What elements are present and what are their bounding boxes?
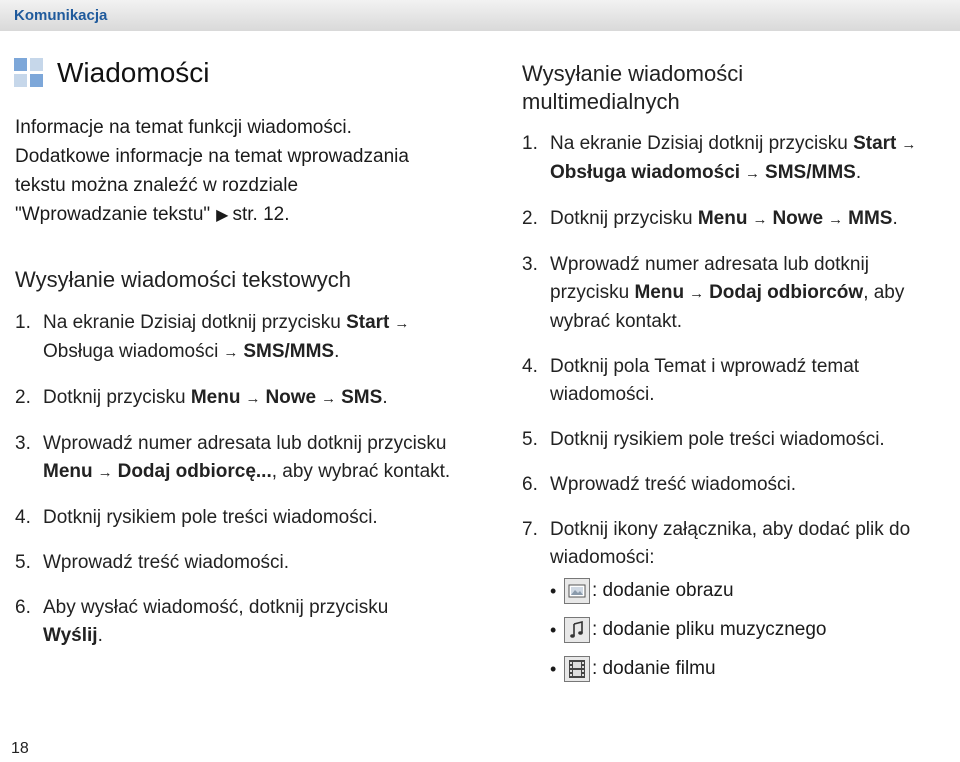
left-heading: Wysyłanie wiadomości tekstowych <box>15 267 352 292</box>
arrow-icon: → <box>97 464 113 481</box>
arrow-icon: → <box>394 315 410 332</box>
title-squares-icon <box>14 58 43 87</box>
intro-line: Informacje na temat funkcji wiadomości. <box>15 117 352 138</box>
list-item: • : dodanie pliku muzycznego <box>550 615 950 654</box>
left-steps <box>15 309 455 650</box>
list-item: 7. Dotknij ikony załącznika, aby dodać plik do wiadomości: <box>522 519 911 568</box>
bullet: • <box>550 659 557 679</box>
arrow-icon: → <box>223 344 239 361</box>
right-heading: Wysyłanie wiadomości multimedialnych <box>522 61 744 114</box>
page-number: 18 <box>11 740 29 757</box>
arrow-icon: → <box>828 211 844 228</box>
arrow-icon: → <box>901 136 917 153</box>
list-item: 2. Dotknij przycisku Menu → Nowe → SMS. <box>15 384 455 413</box>
list-item: • : dodanie obrazu <box>550 576 950 615</box>
list-item: • : dodanie filmu <box>550 654 950 693</box>
page-title: Wiadomości <box>57 57 210 88</box>
intro-line: "Wprowadzanie tekstu" ▶ str. 12. <box>15 204 290 225</box>
intro-line: tekstu można znaleźć w rozdziale <box>15 175 299 196</box>
list-item: 1. Na ekranie Dzisiaj dotknij przycisku Start → Obsługa wiadomości → SMS/MMS. <box>522 130 952 188</box>
film-icon[interactable] <box>564 656 590 682</box>
music-icon[interactable] <box>564 617 590 643</box>
arrow-icon: → <box>752 211 768 228</box>
arrow-icon: → <box>245 390 261 407</box>
list-item: 2. Dotknij przycisku Menu → Nowe → MMS. <box>522 205 952 234</box>
list-item: 1. Na ekranie Dzisiaj dotknij przycisku Start → Obsługa wiadomości → SMS/MMS. <box>15 309 455 367</box>
image-icon[interactable] <box>564 578 590 604</box>
list-item: 5. Wprowadź treść wiadomości. <box>15 552 290 573</box>
intro-paragraph <box>15 113 475 230</box>
list-item: 6. Wprowadź treść wiadomości. <box>522 474 797 495</box>
section-header-bar <box>0 0 960 31</box>
list-item: 3. Wprowadź numer adresata lub dotknij przycisku Menu → Dodaj odbiorców, aby wybrać kontakt. <box>522 254 905 332</box>
list-item: 6. Aby wysłać wiadomość, dotknij przycisku Wyślij. <box>15 597 389 646</box>
arrow-icon: → <box>321 390 337 407</box>
bullet: • <box>550 581 557 601</box>
right-steps <box>522 130 952 572</box>
arrow-icon: → <box>689 285 705 302</box>
section-label: Komunikacja <box>14 7 108 24</box>
play-arrow-icon: ▶ <box>216 207 229 224</box>
arrow-icon: → <box>745 165 761 182</box>
intro-line: Dodatkowe informacje na temat wprowadzania <box>15 146 409 167</box>
bullet: • <box>550 620 557 640</box>
list-item: 4. Dotknij rysikiem pole treści wiadomości. <box>15 507 378 528</box>
attachment-list <box>550 576 950 693</box>
list-item: 4. Dotknij pola Temat i wprowadź temat wiadomości. <box>522 356 860 405</box>
list-item: 5. Dotknij rysikiem pole treści wiadomości. <box>522 429 885 450</box>
list-item: 3. Wprowadź numer adresata lub dotknij przycisku Menu → Dodaj odbiorcę..., aby wybrać kontakt. <box>15 430 453 487</box>
